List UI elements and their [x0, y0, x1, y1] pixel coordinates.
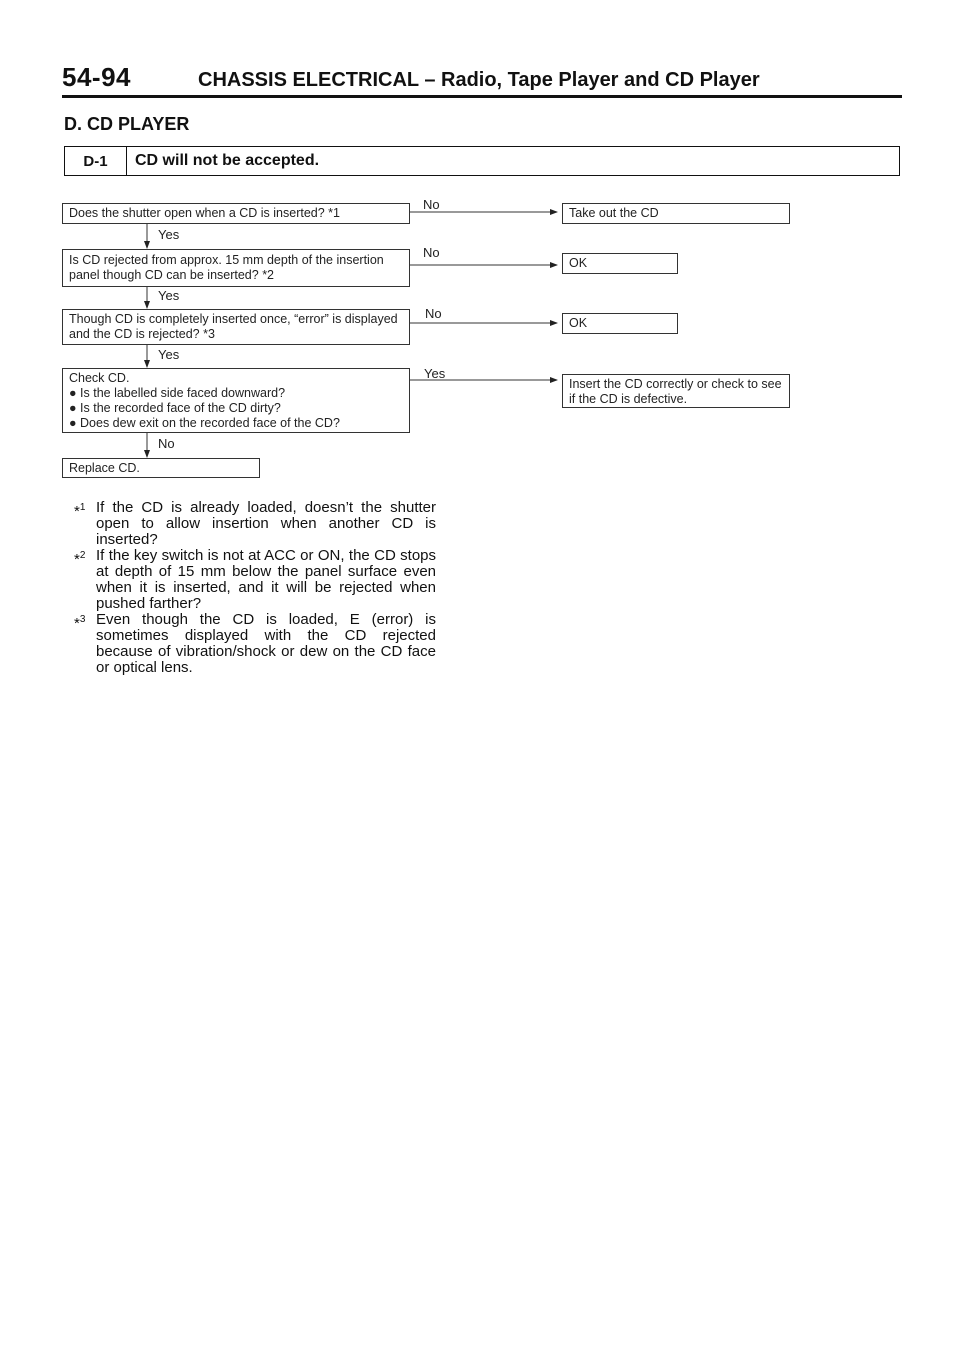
result-box-2 — [562, 253, 678, 274]
question-box-3 — [62, 309, 410, 345]
branch-label-yes: Yes — [424, 366, 446, 381]
trouble-code: D-1 — [65, 147, 127, 175]
branch-label-no: No — [425, 306, 442, 321]
footnote-text: If the CD is already loaded, doesn’t the shutter open to allow insertion when another CD is inserted? — [96, 499, 436, 548]
branch-label-yes: Yes — [158, 288, 180, 303]
footnote-mark: 3 — [79, 614, 86, 625]
result-box-4 — [562, 374, 790, 408]
question-3-line: Though CD is completely inserted once, “error” is displayed — [69, 312, 398, 326]
branch-label-no: No — [158, 436, 175, 451]
branch-label-no: No — [423, 197, 440, 212]
final-action-box — [62, 458, 260, 478]
branch-label-yes: Yes — [158, 347, 180, 362]
question-box-4 — [62, 368, 410, 433]
question-4-line: ● Does dew exit on the recorded face of the CD? — [69, 416, 340, 430]
result-1-line: Take out the CD — [569, 206, 659, 220]
result-4-line: Insert the CD correctly or check to see — [569, 377, 782, 391]
footnote-2: *$^2$ If the key switch is not at ACC or ON, the CD stops at depth of 15 mm below the panel surface even when it is inserted, and it will be rejected when pushed farther? — [74, 547, 436, 612]
result-box-1 — [562, 203, 790, 224]
question-4-line: Check CD. — [69, 371, 130, 385]
footnote-text: Even though the CD is loaded, E (error) is sometimes displayed with the CD rejected because of vibration/shock or dew on the CD face or optical lens. — [96, 611, 436, 676]
section-heading: D. CD PLAYER — [64, 114, 190, 134]
final-action-line: Replace CD. — [69, 461, 140, 475]
result-2-line: OK — [569, 256, 588, 270]
footnotes — [74, 500, 436, 676]
question-1-line: Does the shutter open when a CD is inserted? *1 — [69, 206, 340, 220]
footnote-text: If the key switch is not at ACC or ON, the CD stops at depth of 15 mm below the panel surface even when it is inserted, and it will be rejected when pushed farther? — [96, 547, 436, 612]
footnote-3: *$^3$ Even though the CD is loaded, E (error) is sometimes displayed with the CD rejected because of vibration/shock or dew on the CD face or optical lens. — [74, 611, 436, 676]
page-title: CHASSIS ELECTRICAL – Radio, Tape Player and CD Player — [198, 69, 760, 91]
result-box-3 — [562, 313, 678, 334]
question-2-line: panel though CD can be inserted? *2 — [69, 268, 275, 282]
result-4-line: if the CD is defective. — [569, 392, 688, 406]
question-3-line: and the CD is rejected? *3 — [69, 327, 215, 341]
question-4-line: ● Is the recorded face of the CD dirty? — [69, 401, 281, 415]
footnote-mark: 1 — [79, 502, 86, 513]
trouble-description: CD will not be accepted. — [135, 152, 320, 169]
question-box-2 — [62, 249, 410, 287]
branch-label-yes: Yes — [158, 227, 180, 242]
page-number: 54-94 — [62, 62, 131, 92]
footnote-mark: 2 — [79, 550, 86, 561]
branch-label-no: No — [423, 245, 440, 260]
result-3-line: OK — [569, 316, 588, 330]
question-box-1 — [62, 203, 410, 224]
question-2-line: Is CD rejected from approx. 15 mm depth of the insertion — [69, 253, 384, 267]
footnote-1: *$^1$ If the CD is already loaded, doesn’t the shutter open to allow insertion when another CD is inserted? — [74, 499, 436, 548]
question-4-line: ● Is the labelled side faced downward? — [69, 386, 286, 400]
